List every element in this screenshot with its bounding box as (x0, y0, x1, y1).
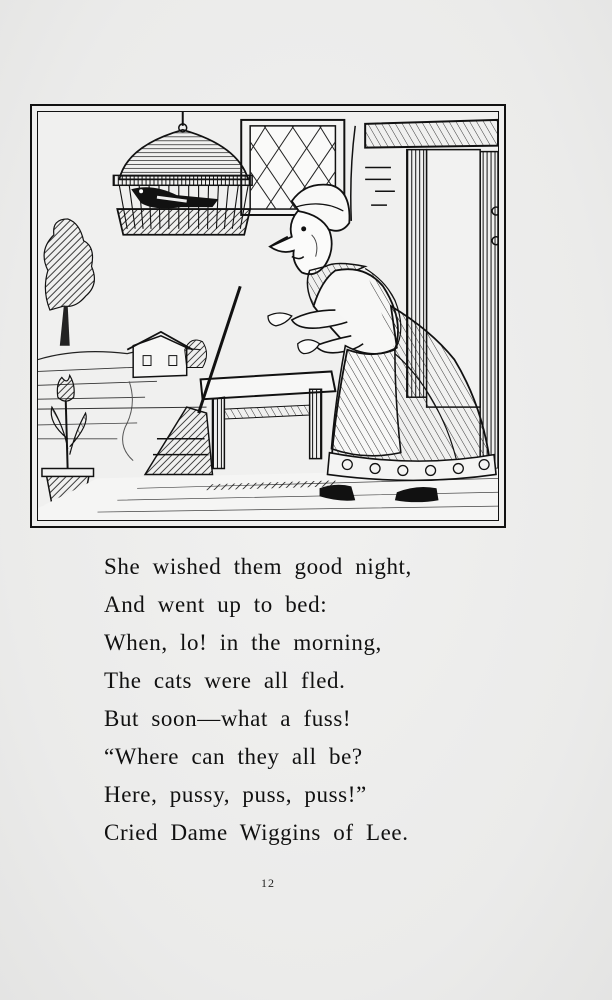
verse-line: And went up to bed: (104, 592, 328, 617)
verse-line: “Where can they all be? (104, 744, 363, 769)
verse (104, 548, 412, 852)
birdcage (113, 112, 252, 235)
verse-line: Cried Dame Wiggins of Lee. (104, 820, 409, 845)
verse-line: The cats were all fled. (104, 668, 346, 693)
page-number: 12 (261, 876, 275, 890)
illustration-frame (30, 104, 506, 528)
verse-line: Here, pussy, puss, puss!” (104, 782, 367, 807)
verse-line: When, lo! in the morning, (104, 630, 382, 655)
illustration (37, 111, 499, 521)
verse-line: She wished them good night, (104, 554, 412, 579)
bench (201, 371, 336, 468)
verse-line: But soon—what a fuss! (104, 706, 352, 731)
